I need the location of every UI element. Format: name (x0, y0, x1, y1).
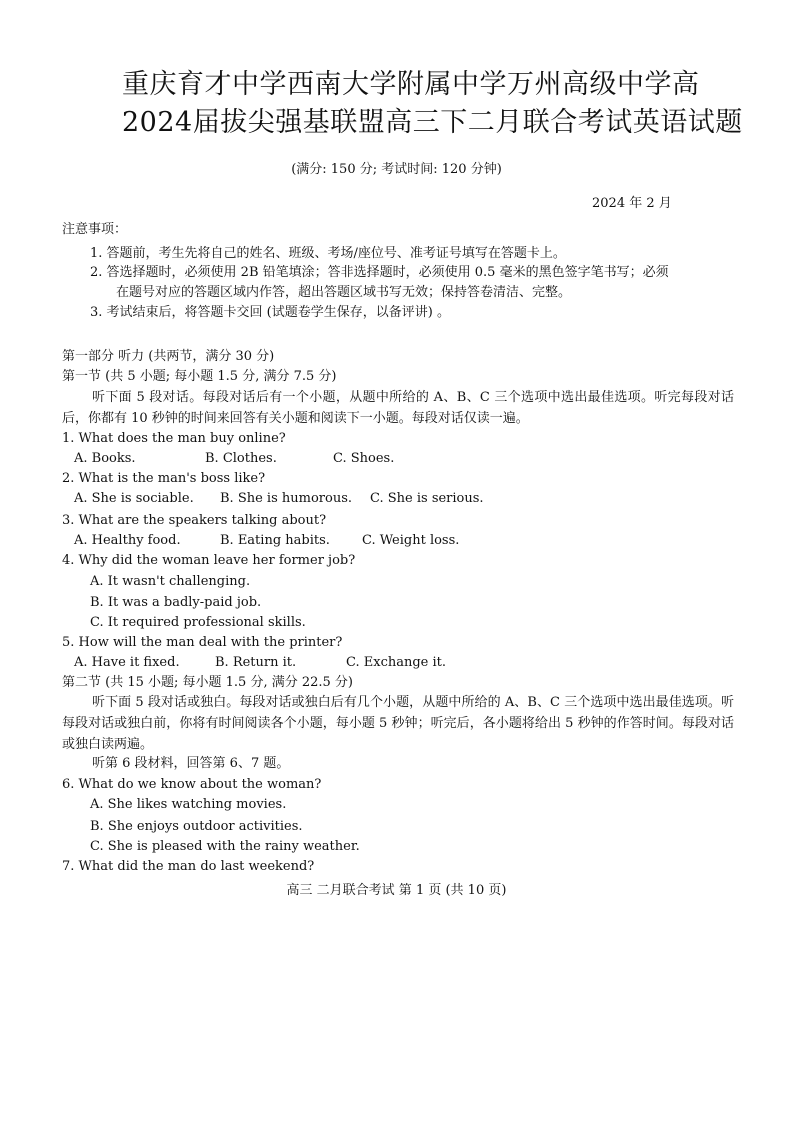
section2-instructions: 听下面 5 段对话或独白。每段对话或独白后有几个小题，从题中所给的 A、B、C 三个选项中选出最佳选项。听每段对话或独白前，你将有时间阅读各个小题，每小题 5 秒钟；听完后，各小题将给出 5 秒钟的作答时间。每段对话或独白读两遍。 (62, 695, 734, 752)
q3-option-b: B. Eating habits. (220, 533, 330, 548)
q2-option-c: C. She is serious. (370, 491, 484, 506)
notice-item-3: 3. 考试结束后，将答题卡交回 (试题卷学生保存，以备评讲) 。 (90, 305, 450, 320)
q4-option-c: C. It required professional skills. (90, 615, 306, 630)
q3-option-c: C. Weight loss. (362, 533, 460, 548)
notice-item-2: 2. 答选择题时，必须使用 2B 铅笔填涂；答非选择题时，必须使用 0.5 毫米的黑色签字笔书写；必须 (90, 265, 669, 280)
q6-option-c: C. She is pleased with the rainy weather. (90, 839, 360, 854)
notice-item-1: 1. 答题前，考生先将自己的姓名、班级、考场/座位号、准考证号填写在答题卡上。 (90, 246, 566, 261)
q4-option-b: B. It was a badly-paid job. (90, 595, 262, 610)
notice-heading: 注意事项： (62, 222, 128, 237)
question-1: 1. What does the man buy online? (62, 431, 286, 446)
question-6: 6. What do we know about the woman? (62, 777, 322, 792)
question-4: 4. Why did the woman leave her former job? (62, 553, 356, 568)
question-5: 5. How will the man deal with the printer? (62, 635, 343, 650)
q5-option-a: A. Have it fixed. (74, 655, 180, 670)
q1-option-c: C. Shoes. (333, 451, 395, 466)
q2-option-a: A. She is sociable. (74, 491, 194, 506)
page-footer: 高三 二月联合考试 第 1 页 (共 10 页) (286, 883, 507, 898)
q5-option-b: B. Return it. (215, 655, 297, 670)
q6-option-b: B. She enjoys outdoor activities. (90, 819, 303, 834)
section2-heading: 第二节 (共 15 小题; 每小题 1.5 分, 满分 22.5 分) (62, 675, 354, 690)
question-3: 3. What are the speakers talking about? (62, 513, 327, 528)
section1-instructions: 听下面 5 段对话。每段对话后有一个小题，从题中所给的 A、B、C 三个选项中选出最佳选项。听完每段对话后，你都有 10 秒钟的时间来回答有关小题和阅读下一小题。每段对话仅读一遍。 (62, 390, 734, 426)
exam-title: 重庆育才中学西南大学附属中学万州高级中学高2024届拔尖强基联盟高三下二月联合考试英语试题 (122, 69, 743, 138)
q6-option-a: A. She likes watching movies. (90, 797, 287, 812)
q4-option-a: A. It wasn't challenging. (90, 574, 251, 589)
q5-option-c: C. Exchange it. (346, 655, 447, 670)
section1-heading: 第一节 (共 5 小题; 每小题 1.5 分, 满分 7.5 分) (62, 369, 337, 384)
section2-material: 听第 6 段材料，回答第 6、7 题。 (92, 756, 290, 771)
exam-date: 2024 年 2 月 (592, 196, 672, 211)
part1-heading: 第一部分 听力 (共两节，满分 30 分) (62, 349, 275, 364)
q3-option-a: A. Healthy food. (74, 533, 181, 548)
question-2: 2. What is the man's boss like? (62, 471, 266, 486)
q2-option-b: B. She is humorous. (220, 491, 352, 506)
score-time: (满分: 150 分; 考试时间: 120 分钟) (291, 162, 502, 177)
q1-option-a: A. Books. (74, 451, 136, 466)
notice-item-2-cont: 在题号对应的答题区域内作答，超出答题区域书写无效；保持答卷清洁、完整。 (116, 285, 572, 300)
question-7: 7. What did the man do last weekend? (62, 859, 315, 874)
q1-option-b: B. Clothes. (205, 451, 277, 466)
